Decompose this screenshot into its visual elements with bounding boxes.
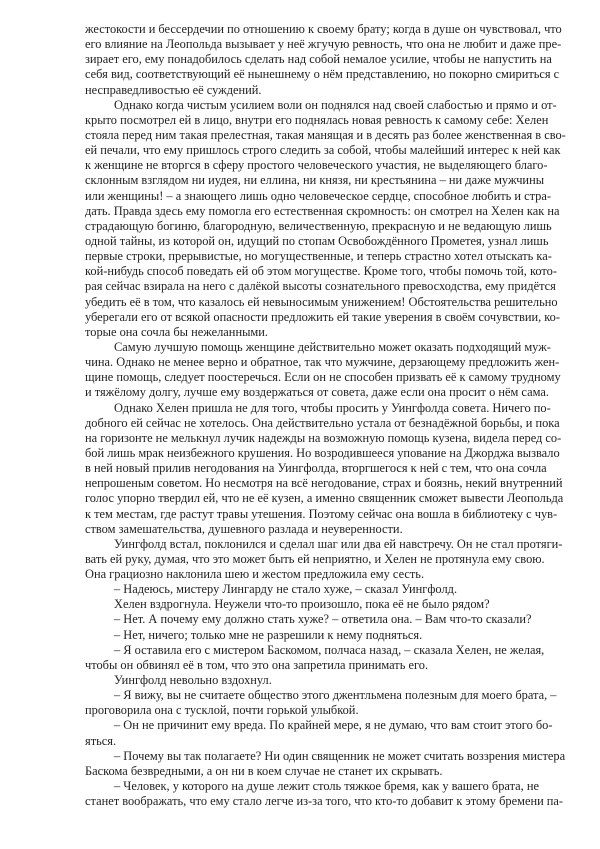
text-line: – Человек, у которого на душе лежит столь тяжкое бремя, как у вашего брата, не xyxy=(114,779,539,794)
text-line: ством замешательства, душевного разлада и неуверенности. xyxy=(85,521,403,536)
text-line: яться. xyxy=(85,733,117,748)
text-line: страдающую богиню, благородную, величественную, прекрасную и не ведающую лишь xyxy=(85,218,552,233)
text-line: – Надеюсь, мистеру Лингарду не стало хуже, – сказал Уингфолд. xyxy=(114,582,458,597)
text-line: добного ей сейчас не хотелось. Она действительно устала от безнадёжной борьбы, и пока xyxy=(85,415,560,430)
text-line: чтобы он обвинял её в том, что это она запретила принимать его. xyxy=(85,657,429,672)
text-line: станет воображать, что ему стало легче из-за того, что кто-то добавит к этому бремени па- xyxy=(85,794,564,809)
text-line: бой лишь мрак неизбежного крушения. Но возродившееся упование на Джорджа вызвало xyxy=(85,445,560,460)
text-line: стояла перед ним такая прелестная, такая манящая и в десять раз более женственная в сво- xyxy=(85,127,566,142)
text-line: торые она сочла бы нежеланными. xyxy=(85,324,268,339)
text-line: кой-нибудь способ поведать ей об этом могуществе. Кроме того, чтобы помочь той, кото- xyxy=(85,264,557,279)
text-line: – Почему вы так полагаете? Ни один священник не может считать воззрения мистера xyxy=(114,748,566,763)
text-line: рая сейчас взирала на него с далёкой высоты сознательного превосходства, ему придётся xyxy=(85,279,556,294)
text-line: к тем местам, где растут травы утешения. Поэтому сейчас она вошла в библиотеку с чув- xyxy=(85,506,558,521)
text-line: несправедливостью её суждений. xyxy=(85,82,262,97)
text-line: уберегали его от всякой опасности предложить ей такие уверения в своём сочувствии, ко- xyxy=(85,309,560,324)
text-line: жестокости и бессердечии по отношению к своему брату; когда в душе он чувствовал, что xyxy=(85,22,562,36)
text-line: или женщины! – а знающего лишь одно человеческое сердце, способное любить и стра- xyxy=(85,188,551,203)
text-line: первые строки, прерывистые, но могущественные, и теперь страстно хотел отыскать ка- xyxy=(85,249,552,264)
text-line: – Нет. А почему ему должно стать хуже? – ответила она. – Вам что-то сказали? xyxy=(114,612,532,627)
text-line: – Я оставила его с мистером Баскомом, полчаса назад, – сказала Хелен, не желая, xyxy=(114,642,545,657)
text-line: Хелен вздрогнула. Неужели что-то произошло, пока её не было рядом? xyxy=(114,597,490,612)
text-line: – Я вижу, вы не считаете общество этого джентльмена полезным для моего брата, – xyxy=(114,688,557,703)
text-line: непрошеным советом. Но несмотря на всё негодование, страх и боязнь, некий внутренний xyxy=(85,476,563,491)
text-line: Самую лучшую помощь женщине действительно может оказать подходящий муж- xyxy=(114,339,551,354)
text-line: в ней новый прилив негодования на Уингфолда, вторгшегося к ней с тем, что она сочла xyxy=(85,461,547,476)
text-line: Баскома безвредными, а он ни в коем случае не станет их скрывать. xyxy=(85,763,443,778)
text-line: одной тайны, из которой он, идущий по стопам Освобождённого Прометея, узнал лишь xyxy=(85,233,549,248)
text-line: голос упорно твердил ей, что не её кузен, а именно священник сможет вывести Леопольда xyxy=(85,491,564,506)
text-line: Однако Хелен пришла не для того, чтобы просить у Уингфолда совета. Ничего по- xyxy=(114,400,551,415)
text-line: Однако когда чистым усилием воли он поднялся над своей слабостью и прямо и от- xyxy=(114,97,557,112)
document-page xyxy=(85,22,566,809)
text-line: Уингфолд невольно вздохнул. xyxy=(114,673,272,688)
text-line: ей печали, что ему пришлось строго следить за собой, чтобы малейший интерес к ней как xyxy=(85,143,561,158)
text-line: и тяжёлому долгу, лучше ему воздержаться от совета, даже если она просит о нём сама. xyxy=(85,385,549,400)
text-line: Она грациозно наклонила шею и жестом предложила ему сесть. xyxy=(85,567,425,582)
text-line: чина. Однако не менее верно и обратное, так что мужчине, дерзающему предложить жен- xyxy=(85,355,560,370)
text-line: – Он не причинит ему вреда. По крайней мере, я не думаю, что вам стоит этого бо- xyxy=(114,718,553,733)
text-line: зирает его, ему понадобилось сделать над собой немалое усилие, чтобы не напустить на xyxy=(85,52,552,67)
text-line: дать. Правда здесь ему помогла его естественная скромность: он смотрел на Хелен как на xyxy=(85,203,560,218)
text-line: вать ей руку, думая, что это может быть ей неприятно, и Хелен не протянула ему свою. xyxy=(85,551,545,566)
text-line: к женщине не вторгся в сферу простого человеческого участия, не выделяющего благо- xyxy=(85,158,548,173)
text-line: крыто посмотрел ей в лицо, внутри его поднялась новая ревность к самому себе: Хелен xyxy=(85,112,549,127)
text-line: на горизонте не мелькнул лучик надежды на возможную помощь кузена, видела перед со- xyxy=(85,430,562,445)
text-line: Уингфолд встал, поклонился и сделал шаг или два ей навстречу. Он не стал протяги- xyxy=(114,536,563,551)
text-line: – Нет, ничего; только мне не разрешили к нему подняться. xyxy=(114,627,423,642)
text-line: щине помощь, следует поостеречься. Если он не способен призвать её к самому трудному xyxy=(85,370,561,385)
text-line: склонным взглядом ни иудея, ни еллина, ни князя, ни крестьянина – ни даже мужчины xyxy=(85,173,545,188)
text-line: проговорила она с тусклой, почти горькой улыбкой. xyxy=(85,703,359,718)
text-line: себя вид, соответствующий её нынешнему о нём представлению, но покорно смириться с xyxy=(85,67,560,82)
text-line: его влияние на Леопольда вызывает у неё жгучую ревность, что она не любит и даже пре- xyxy=(85,37,562,52)
text-line: убедить её в том, что казалось ей невыносимым унижением! Обстоятельства решительно xyxy=(85,294,558,309)
